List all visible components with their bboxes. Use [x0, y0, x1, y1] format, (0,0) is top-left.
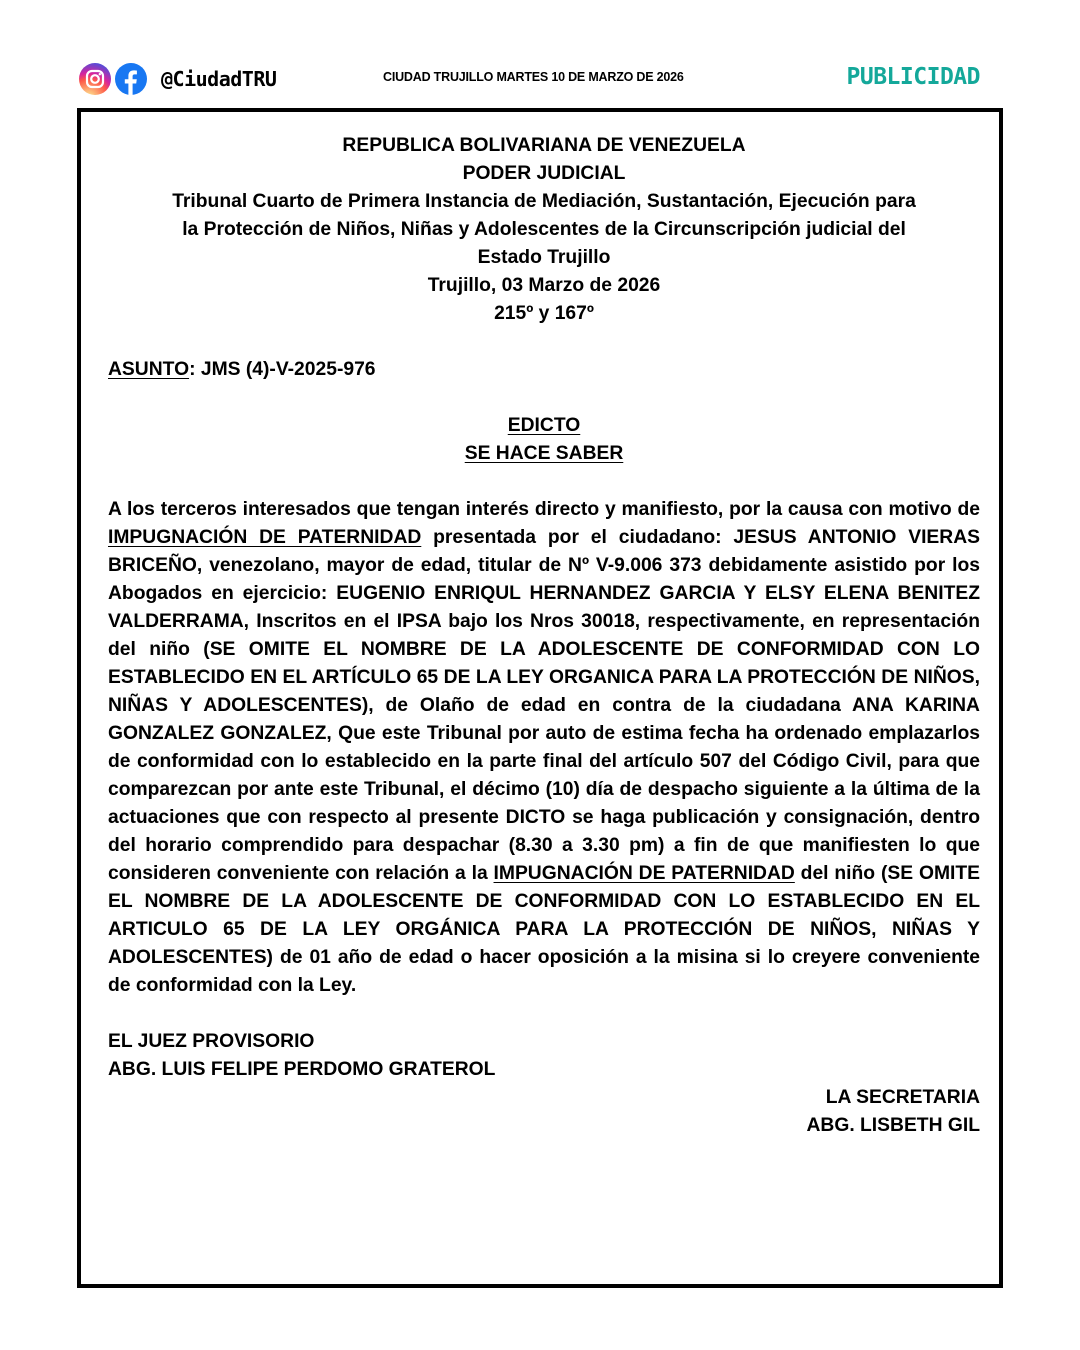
edict-body [108, 496, 980, 1000]
header-republic: REPUBLICA BOLIVARIANA DE VENEZUELA [342, 135, 746, 156]
secretary-name: ABG. LISBETH GIL [806, 1115, 980, 1136]
header-court-line2: la Protección de Niños, Niñas y Adolescentes de la Circunscripción judicial del [182, 219, 906, 240]
secretary-title: LA SECRETARIA [825, 1087, 980, 1108]
social-handle[interactable]: @CiudadTRU [161, 67, 277, 91]
page-header [0, 0, 1080, 108]
body-part-2: presentada por el ciudadano: JESUS ANTONIO VIERAS BRICEÑO, venezolano, mayor de edad, titular de Nº V-9.006 373 debidamente asistido por los Abogados en ejercicio: EUGENIO ENRIQUL HERNANDEZ GARCIA Y ELSY ELENA BENITEZ VALDERRAMA, Inscritos en el IPSA bajo los Nros 30018, respectivamente, en representación del niño (SE OMITE EL NOMBRE DE LA ADOLESCENTE DE CONFORMIDAD CON LO ESTABLECIDO EN EL ARTÍCULO 65 DE LA LEY ORGANICA PARA LA PROTECCIÓN DE NIÑOS, NIÑAS Y ADOLESCENTES), de Olaño de edad en contra de la ciudadana ANA KARINA GONZALEZ GONZALEZ, Que este Tribunal por auto de estima fecha ha ordenado emplazarlos de conformidad con lo establecido en la parte final del artículo 507 del Código Civil, para que comparezcan por ante este Tribunal, el décimo (10) día de despacho siguiente a la última de la actuaciones que con respecto al presente DICTO se haga publicación y consignación, dentro del horario comprendido para despachar (8.30 a 3.30 pm) a fin de que manifiesten lo que consideren conveniente con relación a la [108, 527, 980, 884]
header-judicial-power: PODER JUDICIAL [462, 163, 626, 184]
header-date: Trujillo, 03 Marzo de 2026 [427, 275, 661, 296]
edict-title [108, 412, 980, 468]
signatures [108, 1028, 980, 1140]
social-links [79, 63, 276, 95]
title-edicto: EDICTO [507, 415, 581, 436]
facebook-icon[interactable] [115, 63, 147, 95]
judge-title: EL JUEZ PROVISORIO [108, 1031, 315, 1052]
asunto-separator: : [189, 359, 201, 380]
judge-name: ABG. LUIS FELIPE PERDOMO GRATEROL [108, 1059, 496, 1080]
header-court-line1: Tribunal Cuarto de Primera Instancia de Mediación, Sustantación, Ejecución para [172, 191, 916, 212]
edict-document [108, 132, 980, 1140]
publication-dateline: CIUDAD TRUJILLO MARTES 10 DE MARZO DE 2026 [383, 70, 684, 84]
asunto-value: JMS (4)-V-2025-976 [200, 359, 376, 380]
court-header [108, 132, 980, 328]
instagram-icon[interactable] [79, 63, 111, 95]
body-emphasis-2: IMPUGNACIÓN DE PATERNIDAD [493, 863, 795, 884]
body-part-3: del niño (SE OMITE EL NOMBRE DE LA ADOLESCENTE DE CONFORMIDAD CON LO ESTABLECIDO EN EL ARTICULO 65 DE LA LEY ORGÁNICA PARA LA PROTECCIÓN DE NIÑOS, NIÑAS Y ADOLESCENTES) de 01 año de edad o hacer oposición a la misina si lo creyere conveniente de conformidad con la Ley. [108, 863, 980, 996]
body-part-1: A los terceros interesados que tengan interés directo y manifiesto, por la causa con motivo de [108, 499, 980, 520]
body-emphasis-1: IMPUGNACIÓN DE PATERNIDAD [108, 527, 422, 548]
section-label: PUBLICIDAD [846, 64, 980, 90]
header-years: 215º y 167º [494, 303, 594, 324]
title-se-hace-saber: SE HACE SABER [464, 443, 624, 464]
case-subject [108, 356, 980, 384]
header-state: Estado Trujillo [477, 247, 611, 268]
asunto-label: ASUNTO [108, 359, 190, 380]
